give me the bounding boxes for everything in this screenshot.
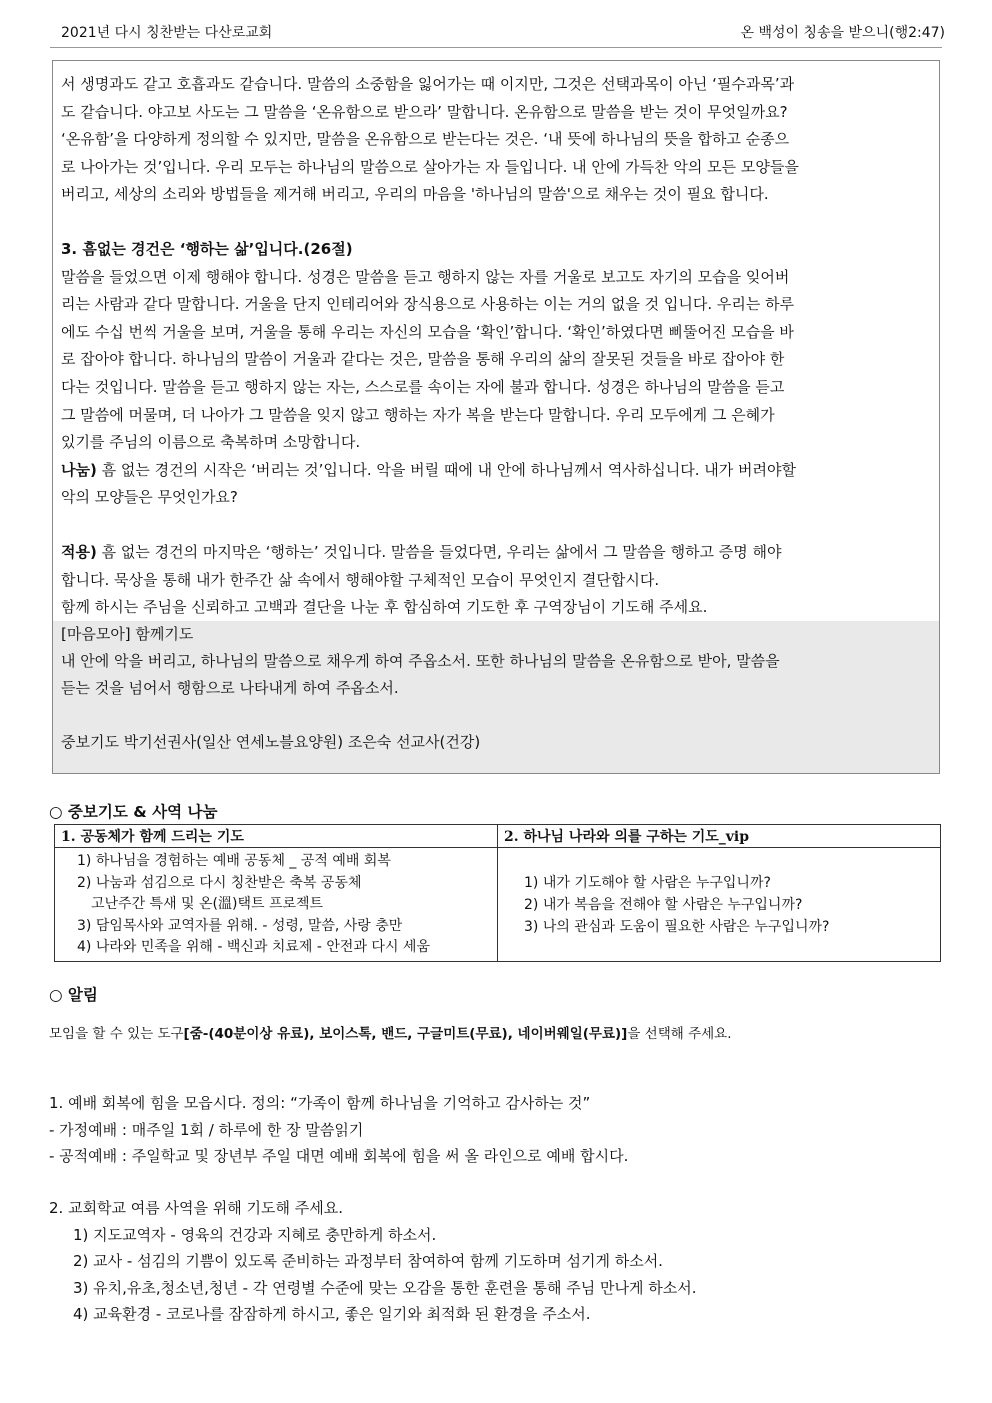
col2-header: 2. 하나님 나라와 의를 구하는 기도_vip (498, 825, 941, 848)
apply-text: 흠 없는 경건의 마지막은 ‘행하는’ 것입니다. 말씀을 들었다면, 우리는 삶에서 그 말씀을 행하고 증명 해야 (96, 542, 782, 561)
apply-text: 함께 하시는 주님을 신뢰하고 고백과 결단을 나눈 후 합심하여 기도한 후 구역장님이 기도해 주세요. (61, 598, 708, 617)
notice-subline: 1) 지도교역자 - 영육의 건강과 지혜로 충만하게 하소서. (73, 1225, 437, 1244)
sermon-line: 있기를 주님의 이름으로 축복하며 소망합니다. (61, 433, 361, 452)
apply-question (61, 539, 931, 567)
sermon-line: 로 잡아야 합니다. 하나님의 말씀이 거울과 같다는 것은, 말씀을 통해 우리의 삶의 잘못된 것들을 바로 잡아야 한 (61, 350, 785, 369)
notice-item-1 (49, 1090, 628, 1170)
notice-line: 2. 교회학교 여름 사역을 위해 기도해 주세요. (49, 1199, 344, 1217)
header-right-title: 온 백성이 칭송을 받으니(행2:47) (740, 25, 945, 41)
sermon-line: 말씀을 들었으면 이제 행해야 합니다. 성경은 말씀을 듣고 행하지 않는 자를 거울로 보고도 자기의 모습을 잊어버 (61, 267, 790, 286)
list-item: 3) 나의 관심과 도움이 필요한 사람은 누구입니까? (524, 918, 830, 935)
sermon-box (52, 60, 940, 774)
col1-header: 1. 공동체가 함께 드리는 기도 (55, 825, 498, 848)
sermon-line: 리는 사람과 같다 말합니다. 거울을 단지 인테리어와 장식용으로 사용하는 이는 거의 없을 것 입니다. 우리는 하루 (61, 295, 795, 314)
list-item: 2) 내가 복음을 전해야 할 사람은 누구입니까? (524, 896, 803, 913)
col2-list (498, 848, 941, 962)
list-item: 3) 담임목사와 교역자를 위해. - 성령, 말씀, 사랑 충만 (77, 917, 403, 934)
share-text: 흠 없는 경건의 시작은 ‘버리는 것’입니다. 악을 버릴 때에 내 안에 하나님께서 역사하십니다. 내가 버려야할 (96, 460, 797, 479)
tools-list: [줌-(40분이상 유료), 보이스톡, 밴드, 구글미트(무료), 네이버웨일(무료)] (183, 1026, 628, 1042)
intercession-line: 중보기도 박기선권사(일산 연세노블요양원) 조은숙 선교사(건강) (61, 733, 481, 751)
notices-title: ○ 알림 (49, 986, 98, 1004)
list-item: 고난주간 특새 및 온(溫)택트 프로젝트 (91, 896, 324, 912)
prayer-line: 내 안에 악을 버리고, 하나님의 말씀으로 채우게 하여 주옵소서. 또한 하나님의 말씀을 온유함으로 받아, 말씀을 (61, 652, 780, 670)
share-label: 나눔) (61, 460, 97, 479)
sermon-line: ‘온유함’을 다양하게 정의할 수 있지만, 말씀을 온유함으로 받는다는 것은. ‘내 뜻에 하나님의 뜻을 합하고 순종으 (61, 130, 790, 149)
tools-suffix: 을 선택해 주세요. (627, 1026, 732, 1042)
intercession-section-title: ○ 중보기도 & 사역 나눔 (49, 803, 218, 821)
list-item: 1) 하나님을 경험하는 예배 공동체 _ 공적 예배 회복 (77, 853, 391, 869)
share-question (61, 457, 931, 485)
prayer-table (54, 824, 941, 962)
share-text: 악의 모양들은 무엇인가요? (61, 488, 238, 507)
sermon-line: 로 나아가는 것’입니다. 우리 모두는 하나님의 말씀으로 살아가는 자 들입니다. 내 안에 가득찬 악의 모든 모양들을 (61, 157, 799, 176)
sermon-line: 에도 수십 번씩 거울을 보며, 거울을 통해 우리는 자신의 모습을 ‘확인’합니다. ‘확인’하였다면 삐뚤어진 모습을 바 (61, 322, 794, 341)
notice-subline: 3) 유치,유초,청소년,청년 - 각 연령별 수준에 맞는 오감을 통한 훈련을 통해 주님 만나게 하소서. (73, 1278, 697, 1297)
header-divider (50, 47, 942, 48)
notice-item-2 (49, 1195, 697, 1328)
apply-text: 합니다. 묵상을 통해 내가 한주간 삶 속에서 행해야할 구체적인 모습이 무엇인지 결단합시다. (61, 570, 660, 589)
prayer-line: 듣는 것을 넘어서 행함으로 나타내게 하여 주옵소서. (61, 679, 399, 697)
sermon-text (61, 71, 931, 622)
meeting-tools-notice (49, 1022, 732, 1042)
sermon-line: 도 같습니다. 야고보 사도는 그 말씀을 ‘온유함으로 받으라’ 말합니다. 온유함으로 말씀을 받는 것이 무엇일까요? (61, 102, 788, 121)
header-left-title: 2021년 다시 칭찬받는 다산로교회 (61, 25, 273, 41)
sermon-line: 서 생명과도 같고 호흡과도 같습니다. 말씀의 소중함을 잃어가는 때 이지만, 그것은 선택과목이 아닌 ‘필수과목’과 (61, 75, 795, 93)
section-heading: 3. 흠없는 경건은 ‘행하는 삶’입니다.(26절) (61, 239, 353, 258)
list-item: 4) 나라와 민족을 위해 - 백신과 치료제 - 안전과 다시 세움 (77, 939, 430, 955)
prayer-panel (53, 621, 939, 773)
tools-prefix: 모임을 할 수 있는 도구 (49, 1026, 184, 1042)
notice-subline: 2) 교사 - 섬김의 기쁨이 있도록 준비하는 과정부터 참여하여 함께 기도하며 섬기게 하소서. (73, 1252, 663, 1270)
sermon-line: 버리고, 세상의 소리와 방법들을 제거해 버리고, 우리의 마음을 '하나님의 말씀'으로 채우는 것이 필요 합니다. (61, 185, 769, 204)
notice-subline: 4) 교육환경 - 코로나를 잠잠하게 하시고, 좋은 일기와 최적화 된 환경을 주소서. (73, 1305, 591, 1323)
list-item: 1) 내가 기도해야 할 사람은 누구입니까? (524, 874, 771, 891)
sermon-line: 다는 것입니다. 말씀을 듣고 행하지 않는 자는, 스스로를 속이는 자에 불과 합니다. 성경은 하나님의 말씀을 듣고 (61, 377, 785, 396)
notice-line: - 공적예배 : 주일학교 및 장년부 주일 대면 예배 회복에 힘을 써 올 라인으로 예배 합시다. (49, 1147, 629, 1165)
prayer-title: [마음모아] 함께기도 (61, 625, 194, 643)
notice-line: - 가정예배 : 매주일 1회 / 하루에 한 장 말씀읽기 (49, 1120, 364, 1139)
sermon-line: 그 말씀에 머물며, 더 나아가 그 말씀을 잊지 않고 행하는 자가 복을 받는다 말합니다. 우리 모두에게 그 은혜가 (61, 405, 775, 424)
col1-list (55, 848, 498, 962)
notice-line: 1. 예배 회복에 힘을 모읍시다. 정의: “가족이 함께 하나님을 기억하고 감사하는 것” (49, 1094, 591, 1112)
apply-label: 적용) (61, 542, 97, 561)
list-item: 2) 나눔과 섬김으로 다시 칭찬받은 축복 공동체 (77, 874, 362, 891)
